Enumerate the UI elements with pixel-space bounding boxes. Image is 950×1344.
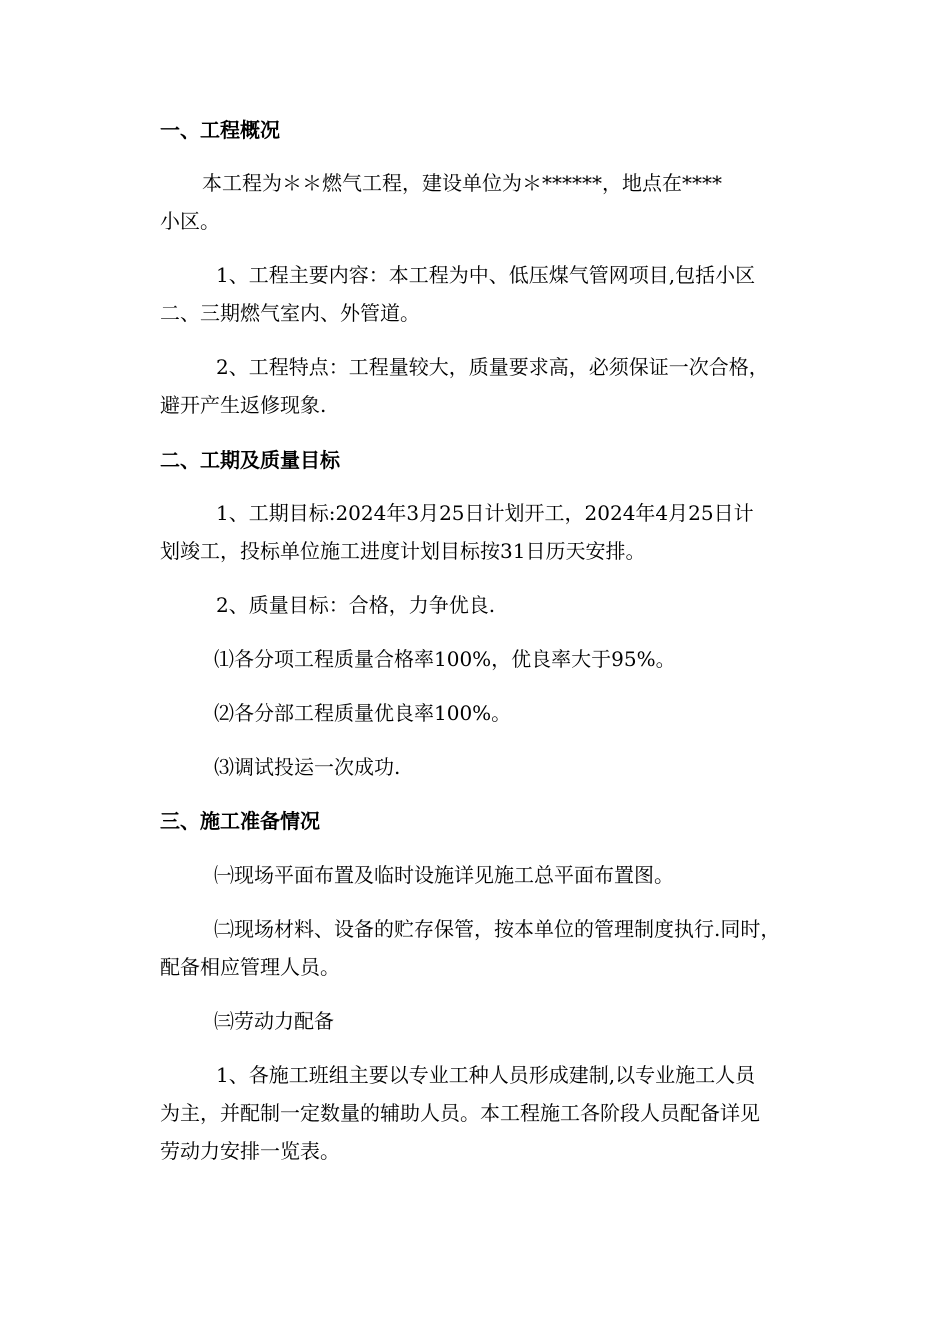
paragraph-line: 避开产生返修现象. — [160, 393, 327, 417]
paragraph-line: 二、三期燃气室内、外管道。 — [160, 301, 420, 325]
paragraph-line: ⑶调试投运一次成功. — [214, 755, 401, 779]
paragraph-line: 配备相应管理人员。 — [160, 955, 340, 979]
paragraph-line: 本工程为＊＊燃气工程，建设单位为＊******，地点在**** — [202, 171, 722, 195]
paragraph-line: 劳动力安排一览表。 — [160, 1139, 340, 1163]
paragraph-line: 2、质量目标：合格，力争优良. — [216, 593, 496, 617]
paragraph-line: 1、各施工班组主要以专业工种人员形成建制,以专业施工人员 — [216, 1063, 756, 1087]
paragraph-line: ㈠现场平面布置及临时设施详见施工总平面布置图。 — [214, 863, 674, 887]
paragraph-line: 2、工程特点：工程量较大，质量要求高，必须保证一次合格， — [216, 355, 769, 379]
section-heading-1: 一、工程概况 — [160, 118, 280, 142]
paragraph-line: 小区。 — [160, 209, 220, 233]
section-heading-3: 三、施工准备情况 — [160, 809, 320, 833]
paragraph-line: ㈡现场材料、设备的贮存保管，按本单位的管理制度执行.同时， — [214, 917, 781, 941]
paragraph-line: 为主，并配制一定数量的辅助人员。本工程施工各阶段人员配备详见 — [160, 1101, 760, 1125]
paragraph-line: ⑵各分部工程质量优良率100%。 — [214, 701, 512, 725]
paragraph-line: 1、工期目标:2024年3月25日计划开工，2024年4月25日计 — [216, 501, 754, 525]
section-heading-2: 二、工期及质量目标 — [160, 448, 340, 472]
paragraph-line: 1、工程主要内容：本工程为中、低压煤气管网项目,包括小区 — [216, 263, 756, 287]
paragraph-line: ㈢劳动力配备 — [214, 1009, 334, 1033]
paragraph-line: ⑴各分项工程质量合格率100%，优良率大于95%。 — [214, 647, 676, 671]
paragraph-line: 划竣工，投标单位施工进度计划目标按31日历天安排。 — [160, 539, 646, 563]
